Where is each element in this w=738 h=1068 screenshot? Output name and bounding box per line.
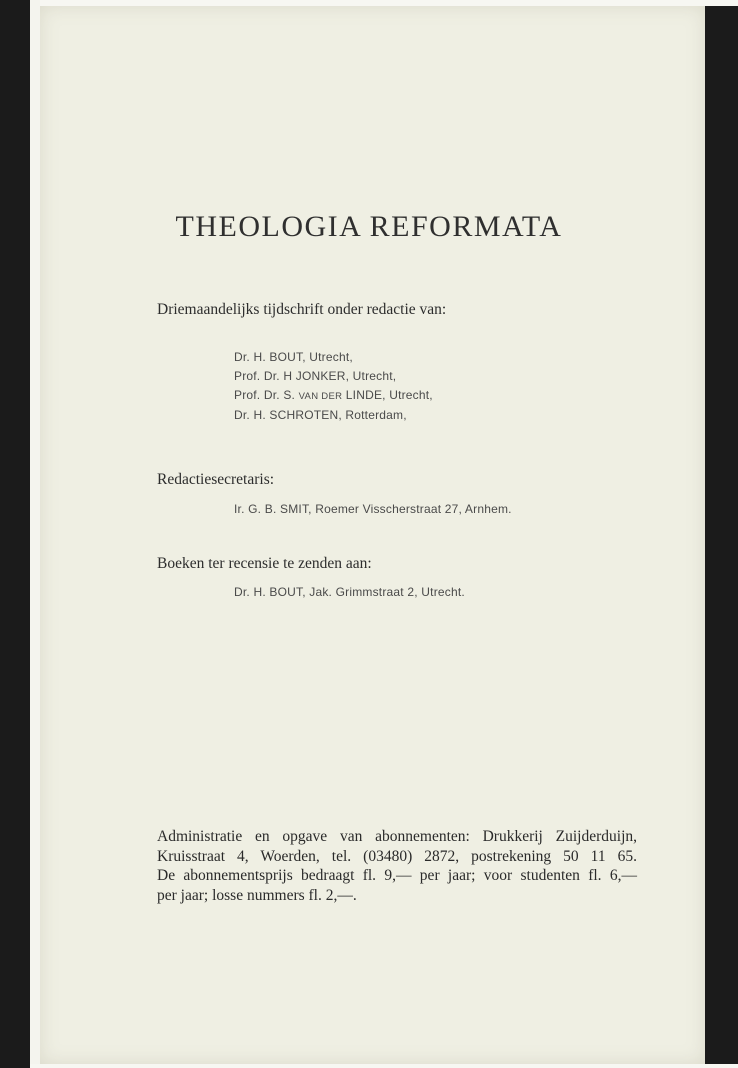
secretary-name: Ir. G. B. SMIT, Roemer Visscherstraat 27, Arnhem. xyxy=(234,502,512,516)
document-page xyxy=(40,6,705,1064)
administration-paragraph xyxy=(157,827,637,905)
page-edge-left xyxy=(30,0,40,1068)
editor-list xyxy=(234,348,433,425)
administration-line: per jaar; losse nummers fl. 2,—. xyxy=(157,886,357,904)
reviews-heading: Boeken ter recensie te zenden aan: xyxy=(157,555,372,572)
administration-line: Kruisstraat 4, Woerden, tel. (03480) 2872, postrekening 50 11 65. xyxy=(157,847,637,865)
secretary-heading: Redactiesecretaris: xyxy=(157,471,275,488)
page-edge-bottom xyxy=(30,1064,738,1068)
editor-line: Dr. H. SCHROTEN, Rotterdam, xyxy=(234,408,407,422)
editor-line: Prof. Dr. S. VAN DER LINDE, Utrecht, xyxy=(234,388,433,402)
editorial-heading: Driemaandelijks tijdschrift onder redactie van: xyxy=(157,301,447,318)
reviews-address: Dr. H. BOUT, Jak. Grimmstraat 2, Utrecht. xyxy=(234,585,465,599)
editor-line: Prof. Dr. H JONKER, Utrecht, xyxy=(234,369,397,383)
journal-title: THEOLOGIA REFORMATA xyxy=(175,210,563,243)
administration-line: Administratie en opgave van abonnementen: Drukkerij Zuijderduijn, xyxy=(157,828,637,845)
administration-line: De abonnementsprijs bedraagt fl. 9,— per jaar; voor studenten fl. 6,— xyxy=(157,867,637,884)
editor-line: Dr. H. BOUT, Utrecht, xyxy=(234,350,353,364)
